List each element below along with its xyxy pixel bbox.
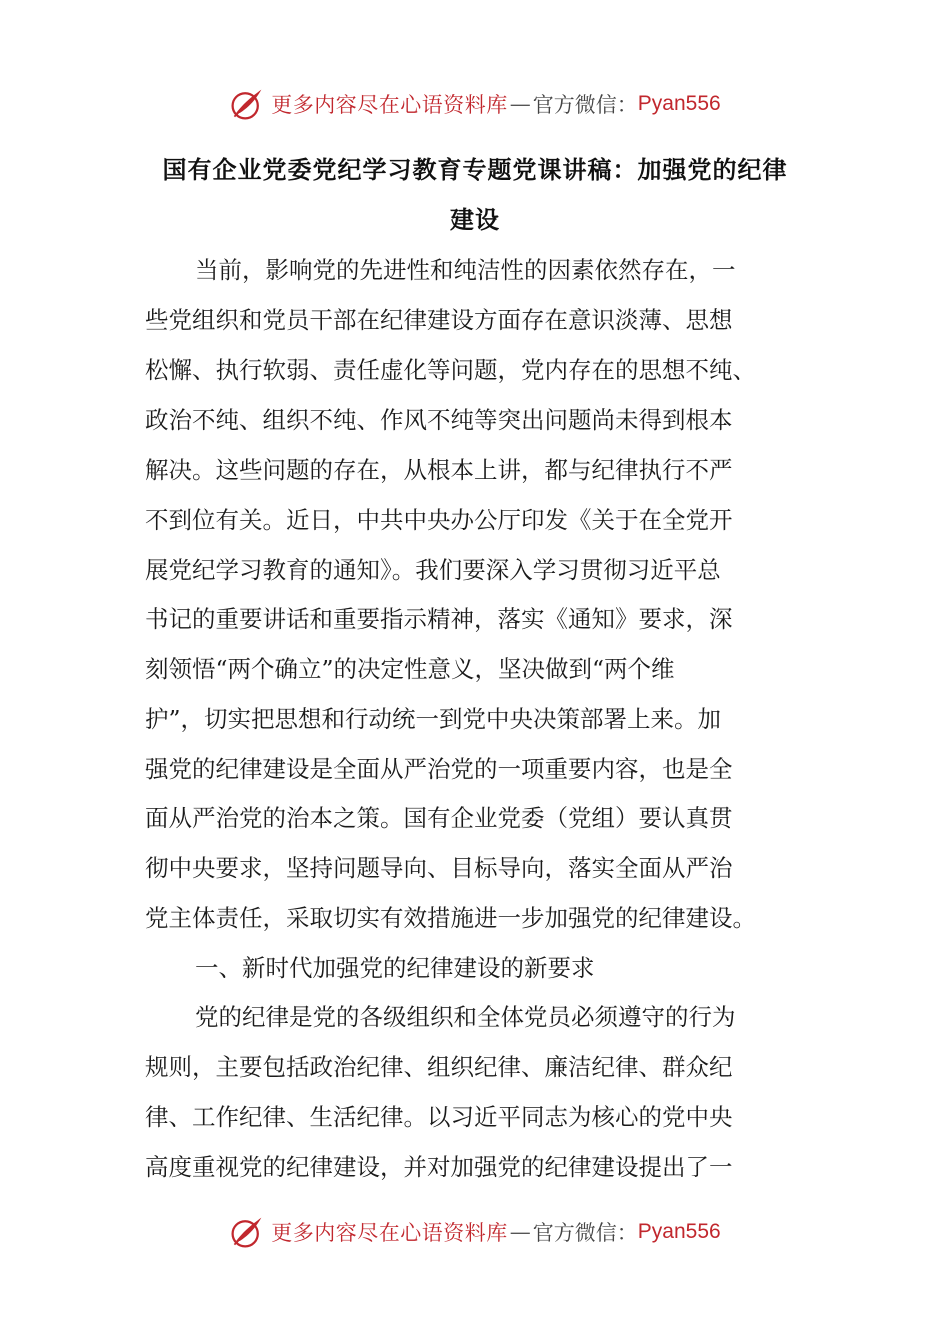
body-line: 面从严治党的治本之策。国有企业党委（党组）要认真贯 bbox=[145, 804, 733, 832]
body-line: 党的纪律是党的各级组织和全体党员必须遵守的行为 bbox=[195, 1003, 736, 1031]
body-line: 彻中央要求，坚持问题导向、目标导向，落实全面从严治 bbox=[145, 854, 733, 882]
header-watermark bbox=[0, 84, 950, 124]
watermark-brand: 更多内容尽在心语资料库 bbox=[271, 1221, 508, 1245]
quill-logo-icon bbox=[229, 1214, 265, 1250]
watermark-separator: — bbox=[509, 1220, 531, 1244]
body-line: 不到位有关。近日，中共中央办公厅印发《关于在全党开 bbox=[145, 506, 733, 534]
body-line: 规则，主要包括政治纪律、组织纪律、廉洁纪律、群众纪 bbox=[145, 1053, 733, 1081]
body-line: 些党组织和党员干部在纪律建设方面存在意识淡薄、思想 bbox=[145, 306, 733, 334]
body-line: 刻领悟“两个确立”的决定性意义，坚决做到“两个维 bbox=[145, 655, 675, 683]
body-line: 书记的重要讲话和重要指示精神，落实《通知》要求，深 bbox=[145, 605, 733, 633]
footer-watermark bbox=[0, 1212, 950, 1252]
document-title-line-1: 国有企业党委党纪学习教育专题党课讲稿：加强党的纪律 bbox=[162, 155, 788, 184]
watermark-contact-handle: Pyan556 bbox=[637, 1220, 721, 1243]
body-line: 党主体责任，采取切实有效措施进一步加强党的纪律建设。 bbox=[145, 904, 756, 932]
body-line: 高度重视党的纪律建设，并对加强党的纪律建设提出了一 bbox=[145, 1153, 733, 1181]
body-line: 护”，切实把思想和行动统一到党中央决策部署上来。加 bbox=[145, 705, 722, 733]
watermark-brand: 更多内容尽在心语资料库 bbox=[271, 93, 508, 117]
section-heading: 一、新时代加强党的纪律建设的新要求 bbox=[195, 954, 595, 982]
body-line: 松懈、执行软弱、责任虚化等问题，党内存在的思想不纯、 bbox=[145, 356, 756, 384]
quill-logo-icon bbox=[229, 86, 265, 122]
body-line: 政治不纯、组织不纯、作风不纯等突出问题尚未得到根本 bbox=[145, 406, 733, 434]
body-line: 律、工作纪律、生活纪律。以习近平同志为核心的党中央 bbox=[145, 1103, 733, 1131]
body-line: 当前，影响党的先进性和纯洁性的因素依然存在，一 bbox=[195, 256, 736, 284]
body-line: 展党纪学习教育的通知》。我们要深入学习贯彻习近平总 bbox=[145, 556, 721, 584]
document-title-line-2: 建设 bbox=[450, 205, 500, 234]
body-line: 解决。这些问题的存在，从根本上讲，都与纪律执行不严 bbox=[145, 456, 733, 484]
watermark-contact-label: 官方微信： bbox=[532, 1221, 638, 1245]
watermark-separator: — bbox=[509, 92, 531, 116]
body-line: 强党的纪律建设是全面从严治党的一项重要内容，也是全 bbox=[145, 755, 733, 783]
watermark-contact-label: 官方微信： bbox=[532, 93, 638, 117]
watermark-contact-handle: Pyan556 bbox=[637, 92, 721, 115]
